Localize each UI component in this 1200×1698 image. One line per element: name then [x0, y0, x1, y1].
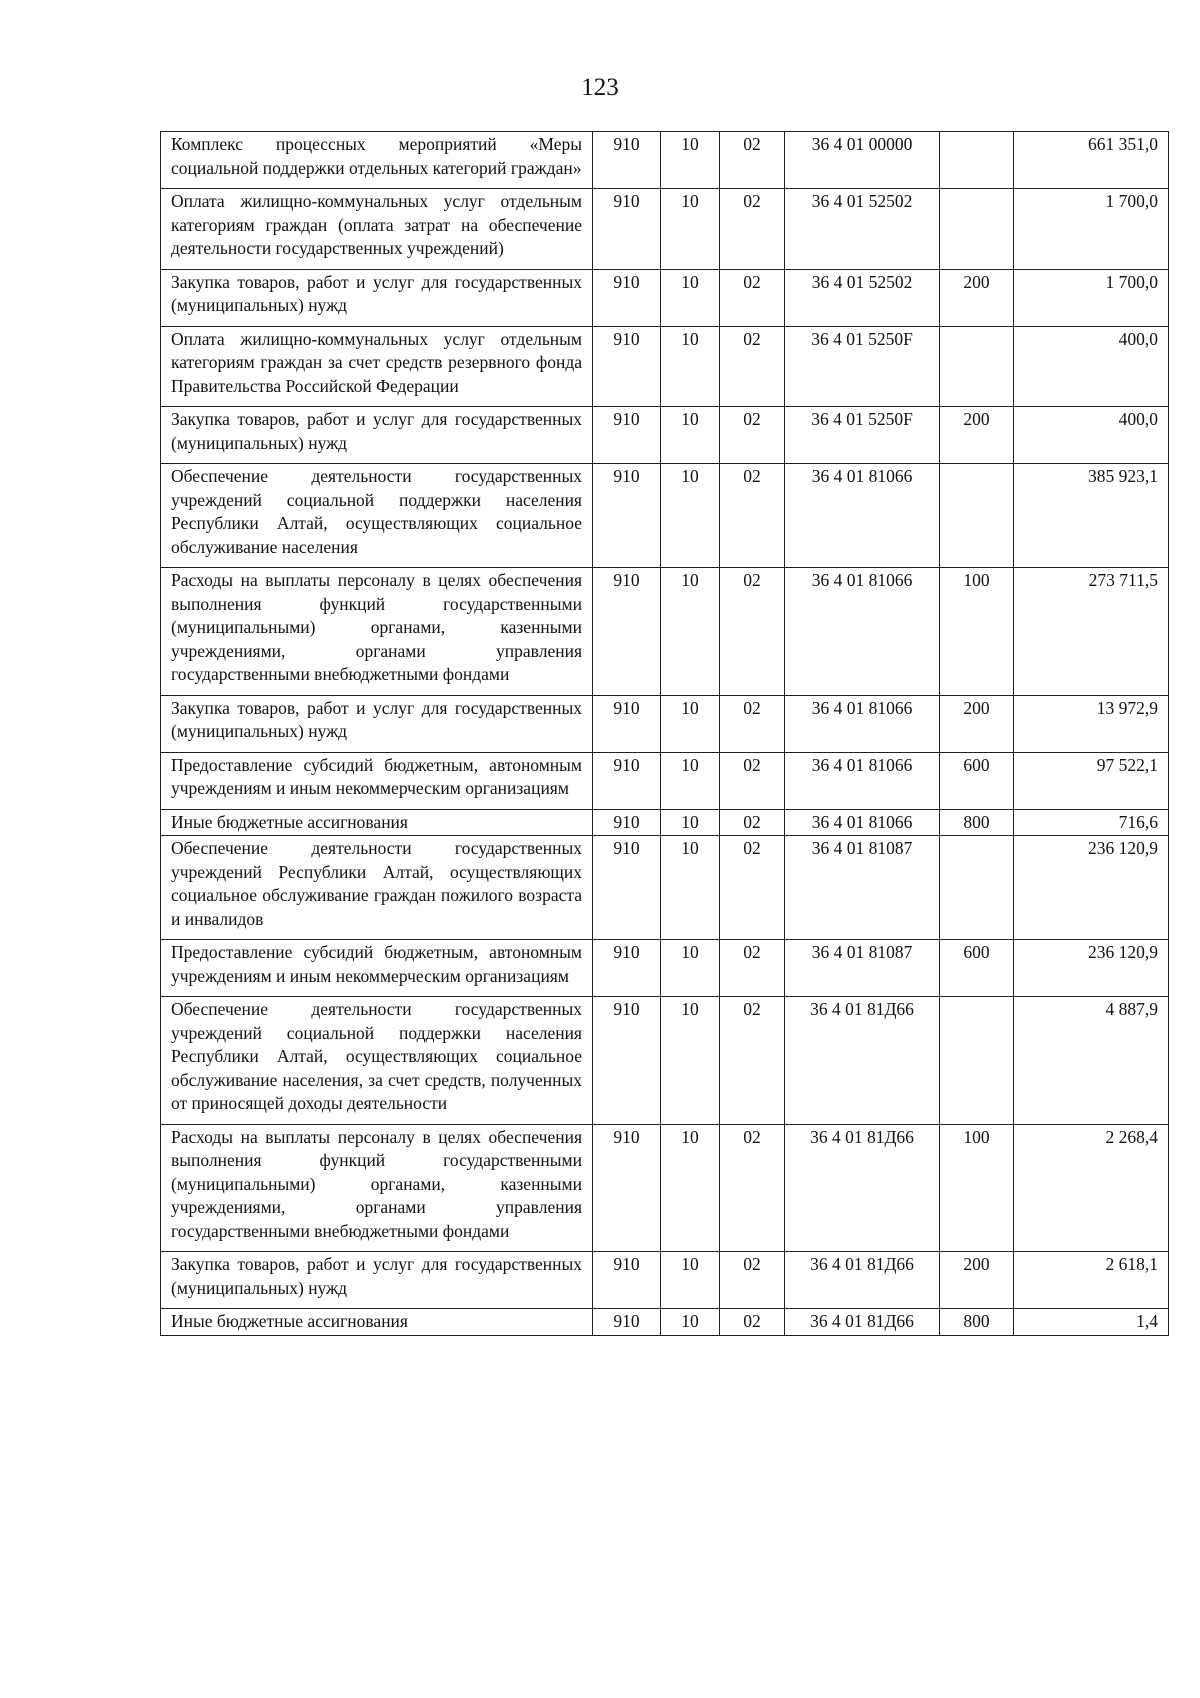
table-row [161, 752, 1169, 809]
row-target-article-code: 36 4 01 81Д66 [785, 1309, 940, 1336]
row-expense-type-code: 200 [940, 407, 1014, 464]
table-row [161, 836, 1169, 940]
row-name: Иные бюджетные ассигнования [161, 809, 593, 836]
row-department-code: 910 [593, 809, 661, 836]
row-department-code: 910 [593, 752, 661, 809]
row-department-code: 910 [593, 568, 661, 696]
row-section-code: 10 [661, 189, 720, 270]
row-subsection-code: 02 [720, 940, 785, 997]
row-department-code: 910 [593, 836, 661, 940]
row-expense-type-code [940, 189, 1014, 270]
row-amount: 4 887,9 [1014, 997, 1169, 1125]
row-subsection-code: 02 [720, 997, 785, 1125]
row-section-code: 10 [661, 695, 720, 752]
row-amount: 1,4 [1014, 1309, 1169, 1336]
row-department-code: 910 [593, 1309, 661, 1336]
row-section-code: 10 [661, 568, 720, 696]
row-expense-type-code: 800 [940, 809, 1014, 836]
row-amount: 400,0 [1014, 326, 1169, 407]
row-section-code: 10 [661, 836, 720, 940]
row-subsection-code: 02 [720, 1124, 785, 1252]
row-name: Закупка товаров, работ и услуг для государственных (муниципальных) нужд [161, 407, 593, 464]
row-subsection-code: 02 [720, 326, 785, 407]
row-section-code: 10 [661, 464, 720, 568]
row-expense-type-code: 600 [940, 940, 1014, 997]
row-department-code: 910 [593, 695, 661, 752]
row-amount: 716,6 [1014, 809, 1169, 836]
table-row [161, 132, 1169, 189]
page-number: 123 [581, 74, 619, 101]
row-section-code: 10 [661, 1124, 720, 1252]
row-name: Оплата жилищно-коммунальных услуг отдельным категориям граждан (оплата затрат на обеспечение деятельности государственных учреждений) [161, 189, 593, 270]
row-target-article-code: 36 4 01 81Д66 [785, 1252, 940, 1309]
table-row [161, 1124, 1169, 1252]
row-target-article-code: 36 4 01 00000 [785, 132, 940, 189]
row-name: Обеспечение деятельности государственных учреждений социальной поддержки населения Республики Алтай, осуществляющих социальное обслуживание населения, за счет средств, полученных от приносящей доходы деятельности [161, 997, 593, 1125]
row-department-code: 910 [593, 189, 661, 270]
row-subsection-code: 02 [720, 132, 785, 189]
row-expense-type-code [940, 464, 1014, 568]
row-name: Комплекс процессных мероприятий «Меры социальной поддержки отдельных категорий граждан» [161, 132, 593, 189]
row-target-article-code: 36 4 01 5250F [785, 326, 940, 407]
row-amount: 236 120,9 [1014, 836, 1169, 940]
row-amount: 97 522,1 [1014, 752, 1169, 809]
row-expense-type-code: 200 [940, 1252, 1014, 1309]
row-subsection-code: 02 [720, 407, 785, 464]
row-subsection-code: 02 [720, 568, 785, 696]
row-amount: 1 700,0 [1014, 269, 1169, 326]
row-name: Оплата жилищно-коммунальных услуг отдельным категориям граждан за счет средств резервного фонда Правительства Российской Федерации [161, 326, 593, 407]
row-expense-type-code: 200 [940, 695, 1014, 752]
row-name: Предоставление субсидий бюджетным, автономным учреждениям и иным некоммерческим организациям [161, 752, 593, 809]
row-subsection-code: 02 [720, 269, 785, 326]
row-subsection-code: 02 [720, 1309, 785, 1336]
row-department-code: 910 [593, 1124, 661, 1252]
row-expense-type-code [940, 132, 1014, 189]
table-row [161, 1252, 1169, 1309]
table-row [161, 407, 1169, 464]
row-name: Обеспечение деятельности государственных учреждений социальной поддержки населения Республики Алтай, осуществляющих социальное обслуживание населения [161, 464, 593, 568]
row-section-code: 10 [661, 326, 720, 407]
table-row [161, 809, 1169, 836]
row-name: Расходы на выплаты персоналу в целях обеспечения выполнения функций государственными (муниципальными) органами, казенными учреждениями, органами управления государственными внебюджетными фондами [161, 568, 593, 696]
row-target-article-code: 36 4 01 81066 [785, 695, 940, 752]
row-subsection-code: 02 [720, 464, 785, 568]
row-name: Обеспечение деятельности государственных учреждений Республики Алтай, осуществляющих социальное обслуживание граждан пожилого возраста и инвалидов [161, 836, 593, 940]
budget-table-body [161, 132, 1169, 1336]
row-amount: 2 268,4 [1014, 1124, 1169, 1252]
row-amount: 273 711,5 [1014, 568, 1169, 696]
row-expense-type-code [940, 997, 1014, 1125]
table-row [161, 1309, 1169, 1336]
row-department-code: 910 [593, 464, 661, 568]
row-amount: 400,0 [1014, 407, 1169, 464]
row-expense-type-code: 100 [940, 568, 1014, 696]
row-target-article-code: 36 4 01 81066 [785, 568, 940, 696]
budget-table [160, 131, 1169, 1336]
row-amount: 385 923,1 [1014, 464, 1169, 568]
row-department-code: 910 [593, 940, 661, 997]
table-row [161, 189, 1169, 270]
row-target-article-code: 36 4 01 81Д66 [785, 1124, 940, 1252]
row-name: Расходы на выплаты персоналу в целях обеспечения выполнения функций государственными (муниципальными) органами, казенными учреждениями, органами управления государственными внебюджетными фондами [161, 1124, 593, 1252]
row-section-code: 10 [661, 1309, 720, 1336]
row-section-code: 10 [661, 407, 720, 464]
row-department-code: 910 [593, 997, 661, 1125]
row-subsection-code: 02 [720, 1252, 785, 1309]
row-name: Предоставление субсидий бюджетным, автономным учреждениям и иным некоммерческим организациям [161, 940, 593, 997]
row-department-code: 910 [593, 407, 661, 464]
row-section-code: 10 [661, 809, 720, 836]
row-target-article-code: 36 4 01 52502 [785, 189, 940, 270]
row-expense-type-code [940, 836, 1014, 940]
row-section-code: 10 [661, 1252, 720, 1309]
row-name: Закупка товаров, работ и услуг для государственных (муниципальных) нужд [161, 695, 593, 752]
row-amount: 1 700,0 [1014, 189, 1169, 270]
row-expense-type-code: 800 [940, 1309, 1014, 1336]
row-section-code: 10 [661, 132, 720, 189]
row-expense-type-code: 100 [940, 1124, 1014, 1252]
row-section-code: 10 [661, 752, 720, 809]
row-name: Иные бюджетные ассигнования [161, 1309, 593, 1336]
row-amount: 236 120,9 [1014, 940, 1169, 997]
row-target-article-code: 36 4 01 81066 [785, 809, 940, 836]
row-amount: 2 618,1 [1014, 1252, 1169, 1309]
row-target-article-code: 36 4 01 81066 [785, 752, 940, 809]
table-row [161, 326, 1169, 407]
row-target-article-code: 36 4 01 81066 [785, 464, 940, 568]
row-department-code: 910 [593, 269, 661, 326]
row-target-article-code: 36 4 01 81Д66 [785, 997, 940, 1125]
row-expense-type-code [940, 326, 1014, 407]
row-department-code: 910 [593, 1252, 661, 1309]
row-subsection-code: 02 [720, 695, 785, 752]
table-row [161, 695, 1169, 752]
row-expense-type-code: 200 [940, 269, 1014, 326]
row-name: Закупка товаров, работ и услуг для государственных (муниципальных) нужд [161, 1252, 593, 1309]
table-row [161, 940, 1169, 997]
row-amount: 661 351,0 [1014, 132, 1169, 189]
row-target-article-code: 36 4 01 52502 [785, 269, 940, 326]
table-row [161, 997, 1169, 1125]
row-subsection-code: 02 [720, 752, 785, 809]
row-target-article-code: 36 4 01 5250F [785, 407, 940, 464]
row-department-code: 910 [593, 326, 661, 407]
row-subsection-code: 02 [720, 189, 785, 270]
row-section-code: 10 [661, 269, 720, 326]
row-expense-type-code: 600 [940, 752, 1014, 809]
table-row [161, 464, 1169, 568]
row-target-article-code: 36 4 01 81087 [785, 836, 940, 940]
row-name: Закупка товаров, работ и услуг для государственных (муниципальных) нужд [161, 269, 593, 326]
table-row [161, 568, 1169, 696]
row-subsection-code: 02 [720, 836, 785, 940]
row-subsection-code: 02 [720, 809, 785, 836]
row-section-code: 10 [661, 997, 720, 1125]
row-target-article-code: 36 4 01 81087 [785, 940, 940, 997]
row-amount: 13 972,9 [1014, 695, 1169, 752]
row-section-code: 10 [661, 940, 720, 997]
row-department-code: 910 [593, 132, 661, 189]
table-row [161, 269, 1169, 326]
